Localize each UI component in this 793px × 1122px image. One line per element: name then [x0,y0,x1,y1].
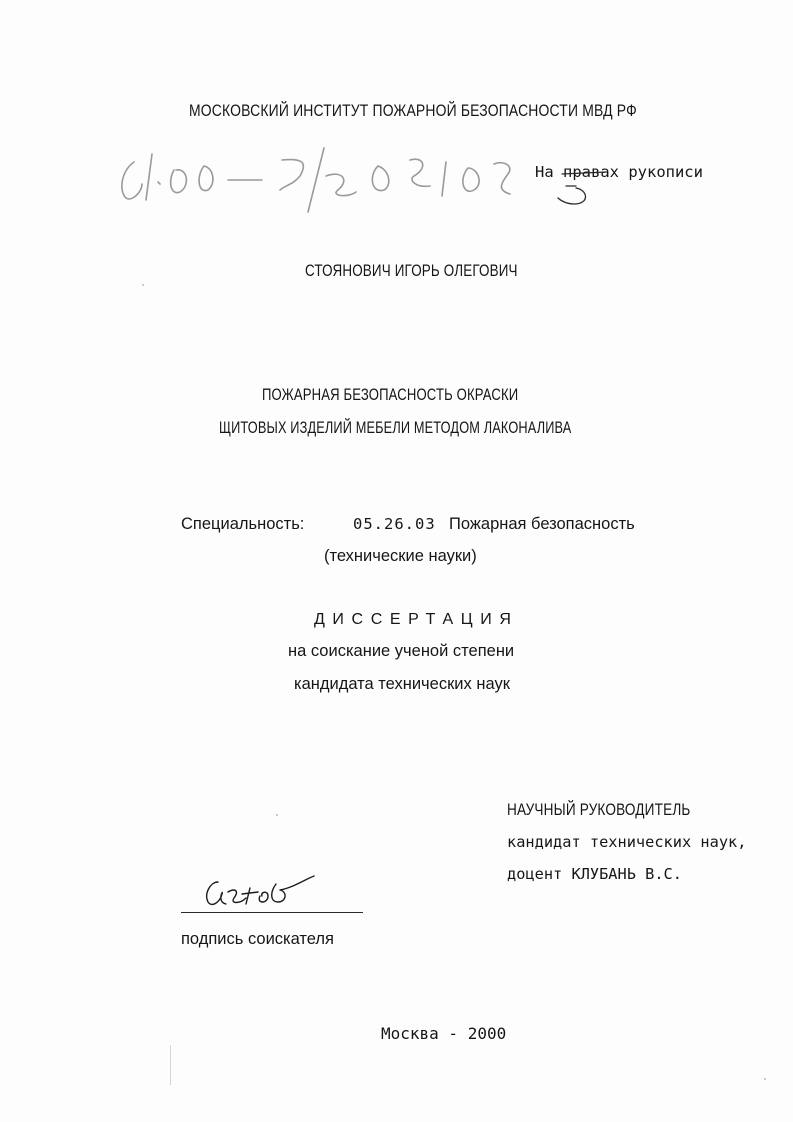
specialty-branch-text: (технические науки) [324,547,477,565]
applicant-signature [196,866,326,916]
specialty-branch [324,548,477,565]
dissertation-heading-text: ДИССЕРТАЦИЯ [314,611,519,628]
dissertation-heading [314,611,518,628]
author-name-text: СТОЯНОВИЧ ИГОРЬ ОЛЕГОВИЧ [305,261,518,280]
dissertation-title-line-2 [219,419,689,436]
specialty-label-text: Специальность: [181,515,305,533]
signature-caption-text: подпись соискателя [181,930,334,948]
title-line-1-text: ПОЖАРНАЯ БЕЗОПАСНОСТЬ ОКРАСКИ [262,385,519,404]
scan-streak [170,1045,171,1085]
specialty-code [353,516,436,533]
author-name [305,262,574,279]
institute-name-text: МОСКОВСКИЙ ИНСТИТУТ ПОЖАРНОЙ БЕЗОПАСНОСТИ МВД РФ [189,101,637,120]
supervisor-title [507,801,736,818]
supervisor-degree-text: кандидат технических наук, [507,833,747,851]
dissertation-title-line-1 [262,386,595,403]
city-year [381,1026,506,1042]
city-year-text: Москва - 2000 [381,1024,507,1043]
supervisor-name-text: доцент КЛУБАНЬ В.С. [507,865,682,883]
supervisor-name [507,866,682,882]
supervisor-title-text: НАУЧНЫЙ РУКОВОДИТЕЛЬ [507,800,691,819]
scan-speck [142,284,144,286]
specialty-code-text: 05.26.03 [353,515,436,533]
manuscript-rights-text: На правах рукописи [535,163,703,181]
specialty-label [181,516,304,533]
scan-speck [764,1078,766,1080]
scan-speck [276,814,278,816]
signature-line [181,912,363,913]
degree-purpose-line-2 [294,676,510,693]
institute-name [189,102,735,119]
supervisor-degree [507,834,746,850]
specialty-name-text: Пожарная безопасность [449,515,635,533]
archive-number-handwriting [112,140,532,220]
degree-purpose-line-1 [288,643,514,660]
specialty-name [449,516,635,533]
handwritten-number-mark [548,160,618,212]
degree-purpose-line-2-text: кандидата технических наук [294,675,510,693]
signature-caption [181,931,334,948]
title-line-2-text: ЩИТОВЫХ ИЗДЕЛИЙ МЕБЕЛИ МЕТОДОМ ЛАКОНАЛИВА [219,418,572,437]
degree-purpose-line-1-text: на соискание ученой степени [288,642,515,660]
